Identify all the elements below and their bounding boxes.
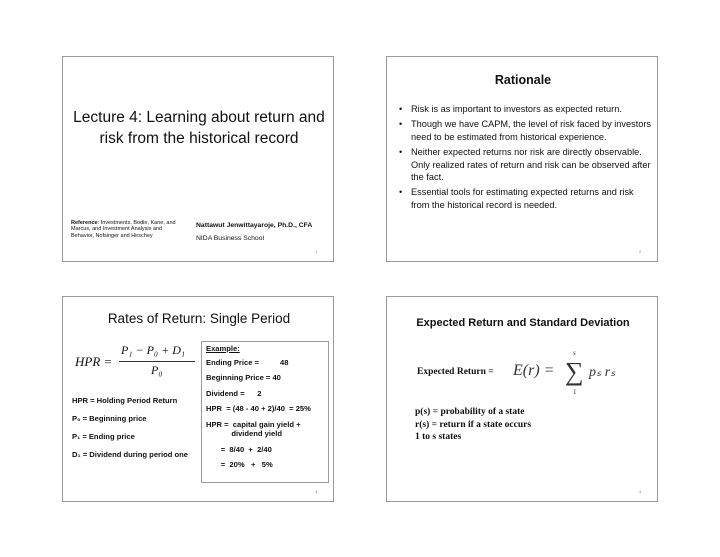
reference-note xyxy=(71,220,181,239)
page-number: 2 xyxy=(639,249,642,254)
page-number: 3 xyxy=(315,489,318,494)
definition-item: P₁ = Ending price xyxy=(72,432,135,441)
definition-item: D₁ = Dividend during period one xyxy=(72,450,188,459)
example-row: = 8/40 + 2/40 xyxy=(206,444,272,454)
formula-denominator: P₀ xyxy=(151,363,163,377)
example-row: HPR = (48 - 40 + 2)/40 = 25% xyxy=(206,404,311,413)
bullet-icon: • xyxy=(399,147,403,158)
definition-item: 1 to s states xyxy=(415,432,462,442)
example-heading: Example: xyxy=(206,344,240,353)
reference-label: Reference xyxy=(71,220,98,226)
example-row: = 20% + 5% xyxy=(206,460,273,469)
sigma-symbol: ∑ xyxy=(565,357,584,386)
slide-title: Rates of Return: Single Period xyxy=(107,311,291,326)
definition-item: HPR = Holding Period Return xyxy=(72,396,178,405)
author-name: Nattawut Jenwittayaroje, Ph.D., CFA xyxy=(196,222,313,229)
formula-lhs: E(r) = xyxy=(513,362,555,379)
definition-item: r(s) = return if a state occurs xyxy=(415,419,532,430)
bullet-item: • Neither expected returns nor risk are directly observable. Only realized rates of return and risk can be observed after the fact. xyxy=(399,147,651,183)
sum-upper-limit: s xyxy=(573,349,576,357)
lecture-title: Lecture 4: Learning about return and risk from the historical record xyxy=(73,109,325,147)
expected-return-formula xyxy=(513,349,633,401)
hpr-formula xyxy=(71,341,199,381)
example-row: Dividend = 2 xyxy=(206,388,262,398)
page-number: 4 xyxy=(639,489,642,494)
fraction-bar xyxy=(119,361,195,362)
slide-expected-return xyxy=(386,296,658,502)
slide-rates-of-return xyxy=(62,296,334,502)
formula-numerator: P₁ − P₀ + D₁ xyxy=(121,343,186,357)
bullet-item: • Risk is as important to investors as expected return. xyxy=(399,104,622,114)
example-box xyxy=(201,341,329,483)
slide-title: Expected Return and Standard Deviation xyxy=(416,317,630,329)
example-row: Ending Price = 48 xyxy=(206,357,289,367)
example-row: HPR = capital gain yield + dividend yield xyxy=(206,419,301,438)
bullet-icon: • xyxy=(399,119,403,130)
sum-term: pₛ rₛ xyxy=(589,365,616,380)
definition-item: P₀ = Beginning price xyxy=(72,414,147,423)
definitions-list xyxy=(72,396,202,468)
expected-return-label: Expected Return = xyxy=(417,367,494,377)
formula-lhs: HPR = xyxy=(75,354,113,369)
bullet-list xyxy=(399,103,651,214)
page-number: 1 xyxy=(315,249,318,254)
slide-title: Rationale xyxy=(494,73,552,87)
bullet-icon: • xyxy=(399,104,403,114)
school-name: NIDA Business School xyxy=(196,235,265,242)
definitions-list xyxy=(415,406,531,444)
definition-item: p(s) = probability of a state xyxy=(415,407,525,417)
slide-lecture-title xyxy=(62,56,334,262)
slide-rationale xyxy=(386,56,658,262)
sum-lower-limit: 1 xyxy=(573,388,577,396)
bullet-item: • Essential tools for estimating expected returns and risk from the historical record is needed. xyxy=(399,187,634,210)
bullet-icon: • xyxy=(399,187,403,198)
bullet-item: • Though we have CAPM, the level of risk faced by investors need to be estimated from historical experience. xyxy=(399,119,652,142)
reference-text: : Investments, Bodie, Kane, and Marcus, and Investment Analysis and Behavior, Nofsinger and Hirschey xyxy=(71,220,176,239)
example-row: Beginning Price = 40 xyxy=(206,373,281,382)
